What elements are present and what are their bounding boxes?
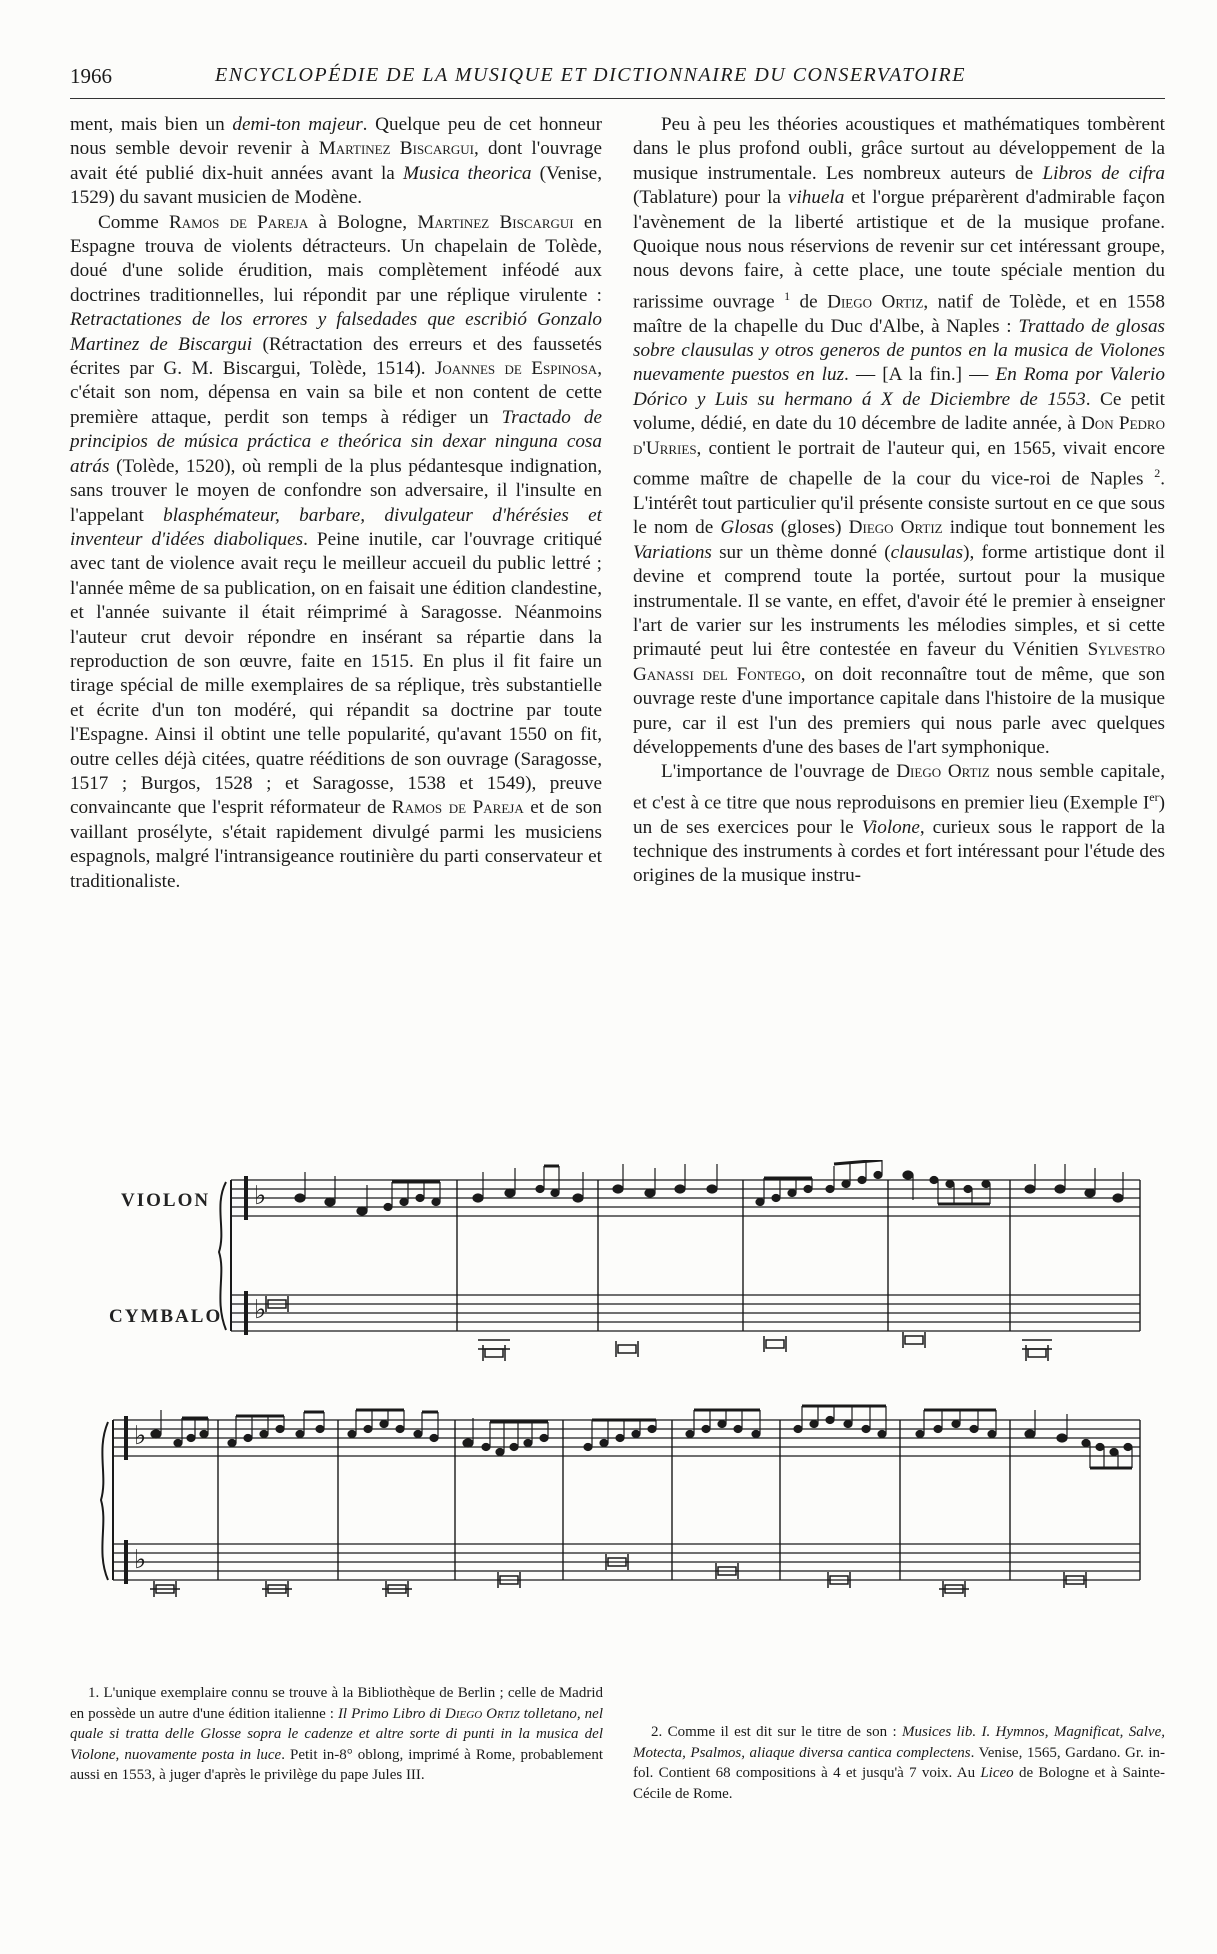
institution-name: Liceo [980, 1765, 1014, 1781]
cymbalo-staff [231, 1295, 1140, 1331]
book-title: tolletano, nel quale si tratta delle Glosse sopra le cadenze et altre sorte di punti in la musica del Violone, nuovamente posta in luce [70, 1705, 604, 1763]
text-run: et de son vaillant prosélyte, s'était rapidement divulgé parmi les musiciens espagnols, malgré l'intransigeance routinière du parti conservateur et traditionaliste. [70, 797, 602, 892]
cymbalo-notes-1 [266, 1296, 1052, 1361]
text-run: . — [A la fin.] — [844, 364, 996, 386]
system-1 [219, 1160, 1140, 1361]
book-title: Tractado de principios de música práctica e theórica sin dexar ninguna cosa atrás [70, 406, 602, 477]
text-run: , contient le portrait de l'auteur qui, en 1565, vivait encore comme maître de chapelle de la cour du vice-roi de Naples [633, 437, 1165, 490]
term: Variations [633, 541, 712, 563]
quoted-insult: blasphémateur, barbare, divulgateur d'hérésies et inventeur d'idées diaboliques [70, 504, 602, 550]
person-name: Diego Ortiz [827, 291, 924, 313]
svg-text:♭: ♭ [134, 1421, 147, 1450]
term: clausulas [890, 541, 964, 563]
music-example [0, 1160, 1217, 1660]
instrument-name: vihuela [787, 187, 845, 209]
music-score [0, 1160, 1217, 1660]
person-name: Martinez Biscargui [318, 138, 475, 160]
book-title: Musica theorica [402, 162, 532, 184]
text-run: , natif de Tolède, et en 1558 maître de la chapelle du Duc d'Albe, à Naples : [633, 291, 1165, 337]
book-title: Retractationes de los errores y falsedades que escribió Gonzalo Martinez de Biscargui [70, 309, 602, 355]
text-run: ) un de ses exercices pour le [633, 792, 1165, 838]
footnote-2 [633, 1722, 1165, 1804]
text-run: ment, mais bien un [70, 114, 233, 135]
text-run: , on doit reconnaître tout de même, que son ouvrage reste d'une importance capitale dans l'histoire de la musique pure, car il est l'un des premiers qui nous parle avec quelques développements d'une des bases de l'art symphonique. [633, 663, 1166, 758]
text-run: (Rétractation des erreurs et des faussetés écrites par G. M. Biscargui, Tolède, 1514). [70, 333, 603, 380]
left-paragraph-2 [70, 211, 602, 894]
person-name: Diego Ortiz [848, 517, 943, 539]
person-name: Martinez Biscargui [417, 211, 574, 233]
text-run: . Venise, 1565, Gardano. Gr. in-fol. Contient 68 compositions à 4 et jusqu'à 7 voix. Au [633, 1744, 1166, 1781]
text-run: ), forme artistique dont il devine et comprend toute la portée, surtout pour la musique instrumentale. Il se vante, en effet, d'avoir été le premier à enseigner l'art de varier sur les instruments les mélodies simples, et si cette primauté peut lui être contestée en faveur du Vénitien [633, 541, 1165, 661]
text-run: , curieux sous le rapport de la technique des instruments à cordes et fort intéressant pour l'étude des origines de la musique instru- [633, 816, 1165, 887]
text-run: L'importance de l'ouvrage de [661, 761, 897, 783]
c-clef-icon [124, 1540, 128, 1584]
text-run: indique tout bonnement les [942, 517, 1165, 539]
barlines-system-2 [218, 1420, 1140, 1580]
text-run: de [790, 291, 828, 313]
text-run: à Bologne, [308, 211, 418, 233]
text-run: (gloses) [773, 517, 849, 539]
c-clef-icon [244, 1291, 248, 1335]
running-title: ENCYCLOPÉDIE DE LA MUSIQUE ET DICTIONNAIRE DU CONSERVATOIRE [215, 64, 966, 86]
text-run: de Bologne et à Sainte-Cécile de Rome. [633, 1765, 1165, 1802]
text-run: , dont l'ouvrage avait été publié dix-huit années avant la [70, 138, 602, 184]
person-name: Diego Ortiz [896, 761, 990, 783]
text-run: . Petit in-8° oblong, imprimé à Rome, probablement aussi en 1553, à juger d'après le privilège du pape Jules III. [70, 1746, 603, 1783]
term: Glosas [720, 517, 774, 539]
book-title: Trattado de glosas sobre clausulas y otros generos de puntos en la musica de Violones nuevamente puestos en luz [633, 315, 1166, 386]
text-run: 2. Comme il est dit sur le titre de son : [651, 1724, 902, 1740]
cymbalo-label: CYMBALO [109, 1306, 223, 1327]
brace [101, 1422, 108, 1580]
svg-text:♭: ♭ [254, 1295, 267, 1324]
text-run: , c'était son nom, dépensa en vain sa bile et non content de cette première attaque, perdit son temps à rédiger un [70, 358, 602, 428]
person-name: Don Pedro d'Urries [633, 413, 1165, 459]
text-run: . Ce petit volume, dédié, en date du 10 décembre de ladite année, à [633, 388, 1165, 435]
person-name: Sylvestro Ganassi del Fontego [633, 639, 1165, 685]
text-run: (Venise, 1529) du savant musicien de Modène. [70, 162, 602, 209]
violon-staff [113, 1420, 1140, 1456]
person-name: Joannes de Espinosa [434, 358, 598, 380]
text-run: demi-ton majeur [232, 114, 363, 135]
text-run: en Espagne trouva de violents détracteurs. Un chapelain de Tolède, doué d'une solide érudition, mais complètement inféodé aux doctrines traditionnelles, lui répondit par une réplique virulente : [70, 211, 602, 306]
text-run: (Tolède, 1520), où rempli de la plus pédantesque indignation, sans trouver le moyen de confondre son adversaire, il l'insulte en l'appelant [70, 455, 602, 526]
barlines-system-1 [457, 1180, 1140, 1331]
book-title: Libros de cifra [1042, 162, 1165, 184]
text-run: 1. L'unique exemplaire connu se trouve à la Bibliothèque de Berlin ; celle de Madrid en possède un autre d'une édition italienne : [70, 1685, 603, 1722]
system-2 [101, 1406, 1140, 1597]
violon-label: VIOLON [121, 1190, 211, 1211]
text-run: . Peine inutile, car l'ouvrage critiqué avec tant de violence avait reçu le meilleur accueil du public lettré ; l'année même de sa publication, on en faisait une édition clandestine, et l'année suivante il était réimprimé à Saragosse. Néanmoins l'auteur crut devoir répondre en insérant sa répartie dans la reproduction de son œuvre, faite en 1515. En plus il fit faire un tirage spécial de mille exemplaires de sa réplique, très substantielle et écrite d'un ton modéré, qui répandit sa doctrine par toute l'Espagne. Ainsi il obtint une telle popularité, qu'avant 1550 on fit, outre celles déjà citées, quatre rééditions de son ouvrage (Saragosse, 1517 ; Burgos, 1528 ; et Saragosse, 1538 et 1549), preuve convaincante que l'esprit réformateur de [70, 528, 602, 819]
book-title: Il Primo Libro di [337, 1705, 446, 1722]
header-rule [70, 98, 1165, 99]
instrument-name: Violone [861, 816, 920, 838]
right-paragraph-1 [633, 113, 1165, 760]
text-run: Peu à peu les théories acoustiques et mathématiques tombèrent dans le plus profond oubli, grâce surtout au développement de la musique instrumentale. Les nombreux auteurs de [633, 114, 1165, 184]
svg-text:♭: ♭ [134, 1545, 147, 1574]
footnote-marker-2: 2 [1154, 466, 1161, 481]
footnote-1 [70, 1683, 603, 1786]
person-name: Diego Ortiz [445, 1705, 520, 1722]
svg-text:♭: ♭ [254, 1181, 267, 1210]
text-run: Comme [98, 211, 169, 233]
superscript: er [1149, 789, 1159, 804]
page-number: 1966 [70, 64, 112, 88]
footnote-marker-1: 1 [784, 288, 791, 303]
cymbalo-notes-2 [150, 1554, 1086, 1597]
c-clef-icon [124, 1416, 128, 1460]
left-paragraph-1 [70, 113, 602, 211]
text-run: et l'orgue préparèrent d'admirable façon l'avènement de la liberté artistique et de la musique profane. Quoique nous nous réservions de revenir sur cet intéressant groupe, nous devons faire, à cette place, une toute spéciale mention du rarissime ouvrage [633, 187, 1166, 313]
running-header [70, 64, 1165, 94]
person-name: Ramos de Pareja [391, 797, 524, 819]
person-name: Ramos de Pareja [169, 211, 309, 233]
text-run: . L'intérêt tout particulier qu'il présente consiste surtout en ce que sous le nom de [633, 468, 1165, 539]
text-run: . Quelque peu de cet honneur nous semble devoir revenir à [70, 114, 602, 160]
text-run: nous semble capitale, et c'est à ce titre que nous reproduisons en premier lieu (Exemple I [633, 761, 1165, 814]
c-clef-icon [244, 1176, 248, 1220]
violon-notes-2 [151, 1406, 1132, 1468]
left-column [70, 113, 602, 894]
book-title: Musices lib. I. Hymnos, Magnificat, Salve, Motecta, Psalmos, aliaque diversa cantica complectens [633, 1724, 1165, 1761]
text-run: sur un thème donné ( [711, 541, 891, 563]
right-column [633, 113, 1165, 889]
text-run: (Tablature) pour la [633, 187, 788, 209]
imprint: En Roma por Valerio Dórico y Luis su hermano á X de Diciembre de 1553 [633, 364, 1165, 410]
right-paragraph-2 [633, 760, 1165, 888]
